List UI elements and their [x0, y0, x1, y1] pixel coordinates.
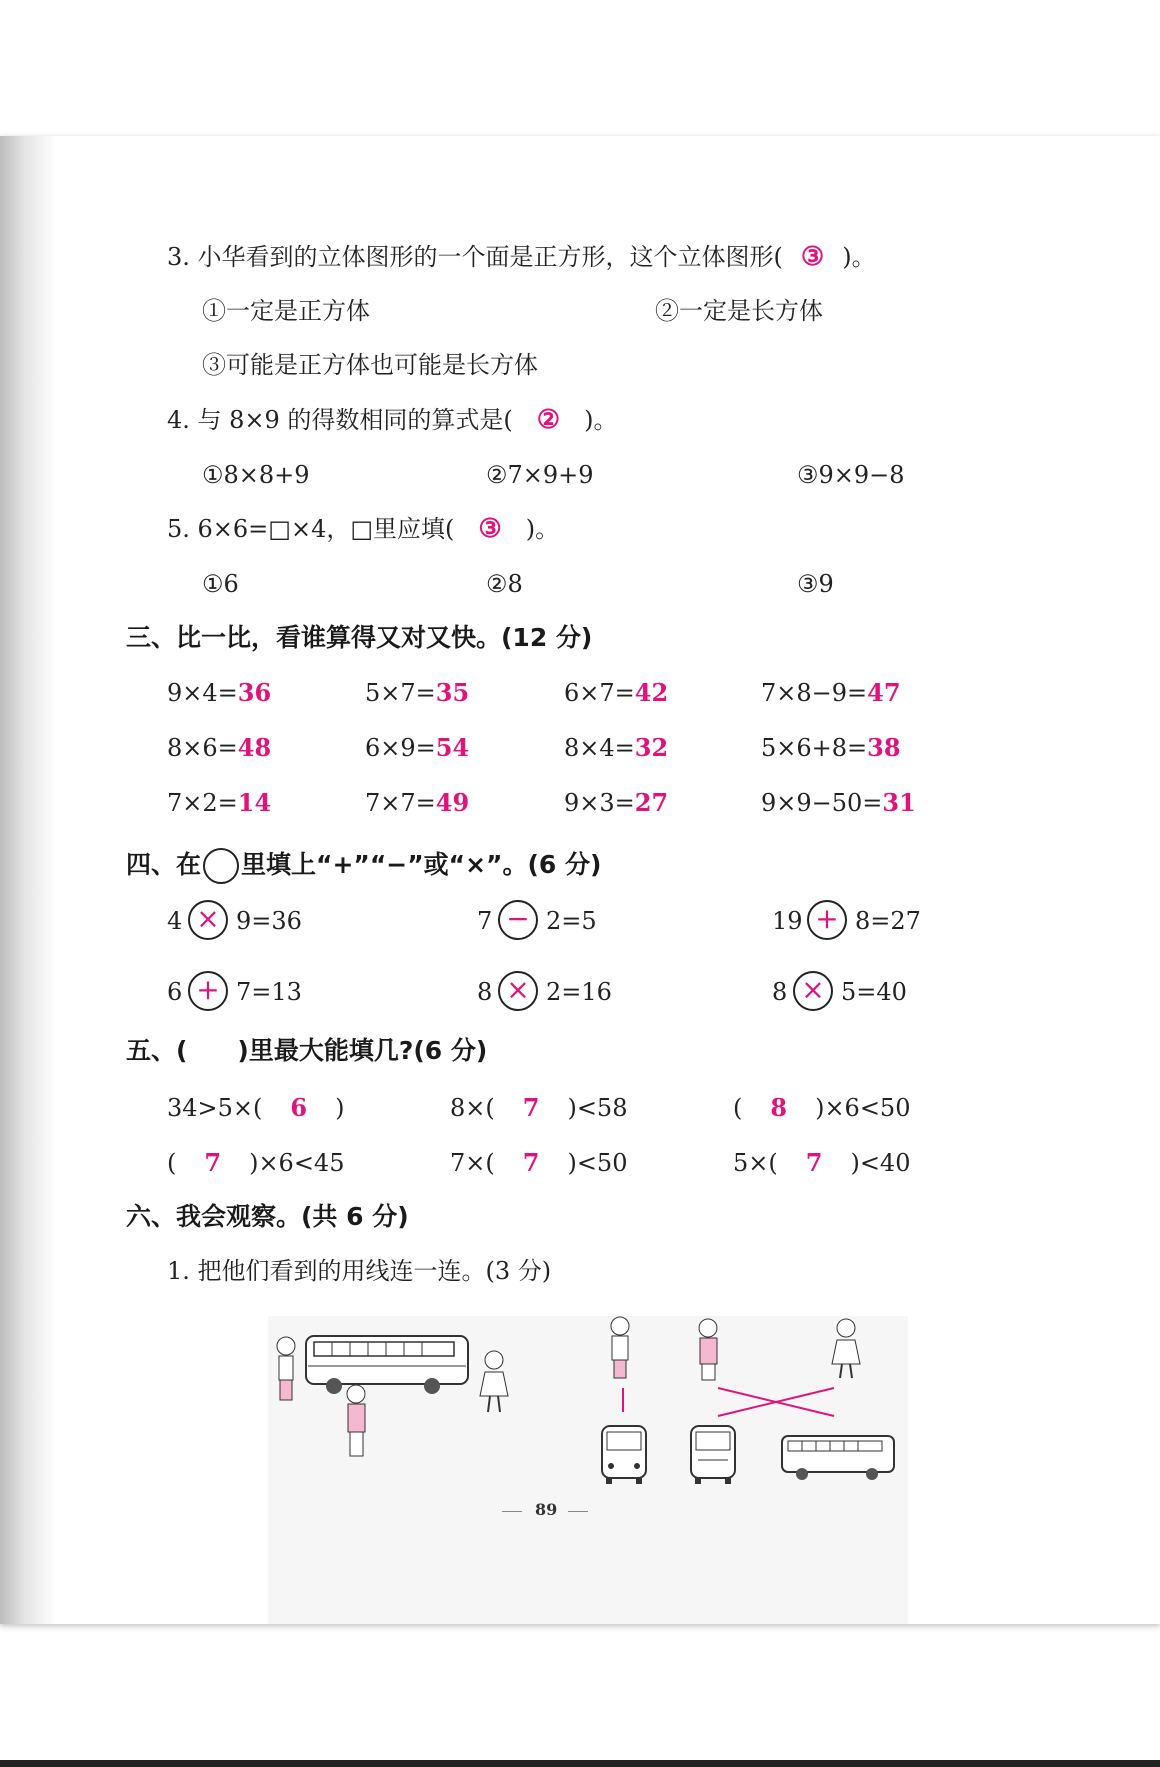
op-item-left: 8 [772, 978, 788, 1006]
fill-item: 5×( 7 )<40 [733, 1148, 911, 1177]
op-circle: × [188, 900, 228, 940]
q5-option-2: ②8 [486, 570, 523, 598]
section-5-title: 五、( )里最大能填几?(6 分) [126, 1036, 488, 1065]
q4-answer: ② [536, 405, 561, 435]
calc-item: 9×3=27 [564, 788, 669, 817]
op-item-right: 2=5 [546, 907, 597, 935]
op-circle: + [807, 900, 847, 940]
q4-option-1: ①8×8+9 [202, 461, 310, 489]
q4-option-3: ③9×9−8 [797, 461, 905, 489]
calc-item: 8×4=32 [564, 733, 669, 762]
q3-option-1: ①一定是正方体 [202, 297, 370, 325]
bus-front-icon [602, 1426, 646, 1484]
calc-item: 9×4=36 [167, 678, 272, 707]
calc-item: 6×7=42 [564, 678, 669, 707]
calc-item: 9×9−50=31 [761, 788, 916, 817]
calc-item: 8×6=48 [167, 733, 272, 762]
op-circle: × [498, 971, 538, 1011]
op-item-left: 19 [772, 907, 803, 935]
blank-circle-icon [203, 848, 239, 884]
q5-answer: ③ [478, 514, 502, 544]
op-item-left: 4 [167, 907, 183, 935]
op-item-left: 6 [167, 978, 183, 1006]
section-6-title: 六、我会观察。(共 6 分) [126, 1202, 409, 1231]
q3-answer: ③ [800, 242, 825, 272]
q3-option-2: ②一定是长方体 [655, 297, 823, 325]
child-figure-icon [611, 1317, 629, 1378]
op-circle: + [188, 971, 228, 1011]
screen-bottom-bar [0, 1760, 1160, 1767]
sec6-sub1: 1. 把他们看到的用线连一连。(3 分) [167, 1257, 552, 1285]
q5-stem: 5. 6×6=□×4，□里应填( ③ )。 [167, 514, 560, 544]
child-figure-icon [277, 1337, 295, 1400]
calc-item: 7×8−9=47 [761, 678, 901, 707]
fill-item: 7×( 7 )<50 [450, 1148, 628, 1177]
q3-option-3: ③可能是正方体也可能是长方体 [202, 351, 538, 379]
calc-item: 6×9=54 [365, 733, 470, 762]
page-number-dash [568, 1511, 588, 1512]
bus-back-icon [691, 1426, 735, 1484]
page-spine-shadow [0, 136, 58, 1624]
section-4-title: 四、在 里填上“+”“−”或“×”。(6 分) [126, 848, 601, 884]
op-circle: − [498, 900, 538, 940]
child-figure-icon [699, 1319, 717, 1380]
calc-item: 7×7=49 [365, 788, 470, 817]
page-number: 89 [535, 1500, 558, 1519]
op-item-left: 8 [477, 978, 493, 1006]
observation-illustration [268, 1316, 908, 1624]
q5-option-3: ③9 [797, 570, 834, 598]
page-number-dash [502, 1511, 522, 1512]
calc-item: 7×2=14 [167, 788, 272, 817]
worksheet-page [0, 136, 1160, 1624]
op-item-right: 9=36 [236, 907, 302, 935]
op-item-left: 7 [477, 907, 493, 935]
fill-item: 34>5×( 6 ) [167, 1093, 345, 1122]
op-item-right: 7=13 [236, 978, 302, 1006]
calc-item: 5×6+8=38 [761, 733, 901, 762]
q3-stem: 3. 小华看到的立体图形的一个面是正方形，这个立体图形( ③ )。 [167, 242, 876, 272]
child-figure-icon [347, 1385, 365, 1456]
op-item-right: 2=16 [546, 978, 612, 1006]
section-3-title: 三、比一比，看谁算得又对又快。(12 分) [126, 623, 593, 652]
op-item-right: 5=40 [841, 978, 907, 1006]
q5-option-1: ①6 [202, 570, 239, 598]
fill-item: ( 8 )×6<50 [733, 1093, 911, 1122]
op-circle: × [793, 971, 833, 1011]
fill-item: 8×( 7 )<58 [450, 1093, 628, 1122]
op-item-right: 8=27 [855, 907, 921, 935]
q4-stem: 4. 与 8×9 的得数相同的算式是( ② )。 [167, 405, 618, 435]
calc-item: 5×7=35 [365, 678, 470, 707]
fill-item: ( 7 )×6<45 [167, 1148, 345, 1177]
q4-option-2: ②7×9+9 [486, 461, 594, 489]
